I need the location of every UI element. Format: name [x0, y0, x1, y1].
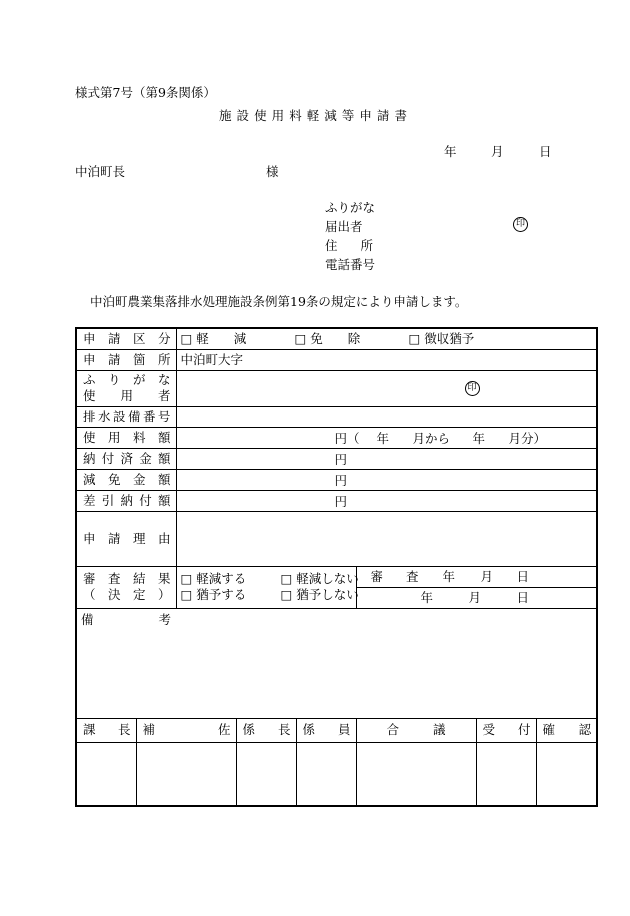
review-defer-checkbox[interactable]: □ 猶予する	[180, 587, 247, 602]
remarks-field[interactable]	[76, 608, 597, 718]
stamp-chief[interactable]	[236, 742, 296, 806]
review-audit-row	[357, 567, 597, 587]
approval-receipt: 受 付	[476, 718, 536, 742]
review-audit-year: 年	[442, 569, 456, 584]
honorific: 様	[266, 164, 279, 179]
fee-year-to: 年	[472, 430, 486, 446]
paid-label: 納 付 済 金 額	[76, 448, 176, 469]
review-no-reduce-checkbox[interactable]: □ 軽減しない	[280, 571, 359, 587]
reduction-field[interactable]	[176, 469, 597, 490]
paid-yen-text: 円	[334, 451, 348, 467]
reduction-yen-text: 円	[334, 472, 348, 488]
option-defer-checkbox[interactable]: □ 徴収猶予	[408, 330, 475, 346]
stamp-consult[interactable]	[356, 742, 476, 806]
addressee: 中泊町長	[75, 164, 126, 179]
row-remarks	[76, 608, 597, 718]
balance-yen-text: 円	[334, 493, 348, 509]
approval-consult: 合 議	[356, 718, 476, 742]
furigana-label: ふりがな	[325, 200, 376, 215]
option-exempt-checkbox[interactable]: □ 免 除	[294, 330, 361, 346]
statement: 中泊町農業集落排水処理施設条例第19条の規定により申請します。	[90, 294, 468, 309]
review-audit-cell	[356, 566, 597, 608]
approval-staff: 係 員	[296, 718, 356, 742]
row-approval-headers	[76, 718, 597, 742]
approval-chief: 係 長	[236, 718, 296, 742]
review-decision-year: 年	[420, 589, 434, 605]
category-options	[176, 328, 597, 349]
stamp-confirm[interactable]	[536, 742, 597, 806]
date-day: 日	[539, 144, 552, 159]
document-title: 施 設 使 用 料 軽 減 等 申 請 書	[219, 108, 407, 123]
stamp-section-chief[interactable]	[76, 742, 136, 806]
row-fee	[76, 427, 597, 448]
row-location	[76, 349, 597, 370]
review-label: 審 査 結 果 （ 決 定 ）	[76, 566, 176, 608]
approval-deputy: 補 佐	[136, 718, 236, 742]
row-reason	[76, 511, 597, 566]
review-decision-day: 日	[516, 589, 530, 605]
remarks-label: 備 考	[81, 611, 171, 627]
location-label: 申 請 箇 所	[76, 349, 176, 370]
stamp-receipt[interactable]	[476, 742, 536, 806]
row-approval-stamps	[76, 742, 597, 806]
fee-yen-text: 円（	[334, 430, 360, 446]
form-number: 様式第7号（第9条関係）	[75, 85, 216, 100]
review-reduce-checkbox[interactable]: □ 軽減する	[180, 571, 247, 587]
fee-label: 使 用 料 額	[76, 427, 176, 448]
phone-label: 電話番号	[325, 257, 376, 272]
reason-field[interactable]	[176, 511, 597, 566]
paid-field[interactable]	[176, 448, 597, 469]
approval-section-chief: 課 長	[76, 718, 136, 742]
address-label: 住 所	[325, 238, 373, 253]
row-user	[76, 370, 597, 406]
category-label: 申 請 区 分	[76, 328, 176, 349]
date-month: 月	[491, 144, 504, 159]
user-field[interactable]	[176, 370, 597, 406]
equipment-no-field[interactable]	[176, 406, 597, 427]
review-no-defer-checkbox[interactable]: □ 猶予しない	[280, 587, 359, 602]
fee-field[interactable]	[176, 427, 597, 448]
review-decision-month: 月	[468, 589, 482, 605]
row-paid	[76, 448, 597, 469]
stamp-staff[interactable]	[296, 742, 356, 806]
date-year: 年	[444, 144, 457, 159]
equipment-no-label: 排 水 設 備 番 号	[76, 406, 176, 427]
row-review	[76, 566, 597, 608]
balance-label: 差 引 納 付 額	[76, 490, 176, 511]
location-field[interactable]: 中泊町大字	[176, 349, 597, 370]
row-reduction	[76, 469, 597, 490]
approval-confirm: 確 認	[536, 718, 597, 742]
application-table	[75, 327, 598, 807]
user-label: ふ り が な 使 用 者	[76, 370, 176, 406]
user-seal-icon: 印	[465, 381, 480, 396]
review-audit-month: 月	[480, 569, 494, 584]
applicant-name-label: 届出者	[325, 219, 363, 234]
row-equipment-no	[76, 406, 597, 427]
fee-month-to: 月分）	[508, 430, 547, 446]
fee-month-from: 月から	[412, 430, 451, 446]
stamp-deputy[interactable]	[136, 742, 236, 806]
review-decision-row	[357, 587, 597, 607]
row-category	[76, 328, 597, 349]
reason-label: 申 請 理 由	[76, 511, 176, 566]
balance-field[interactable]	[176, 490, 597, 511]
row-balance	[76, 490, 597, 511]
seal-icon: 印	[513, 217, 528, 232]
reduction-label: 減 免 金 額	[76, 469, 176, 490]
review-audit-day: 日	[516, 569, 530, 584]
review-audit-label: 審 査	[370, 569, 419, 584]
review-options	[176, 566, 359, 608]
fee-year-from: 年	[376, 430, 390, 446]
option-reduce-checkbox[interactable]: □ 軽 減	[180, 330, 247, 346]
